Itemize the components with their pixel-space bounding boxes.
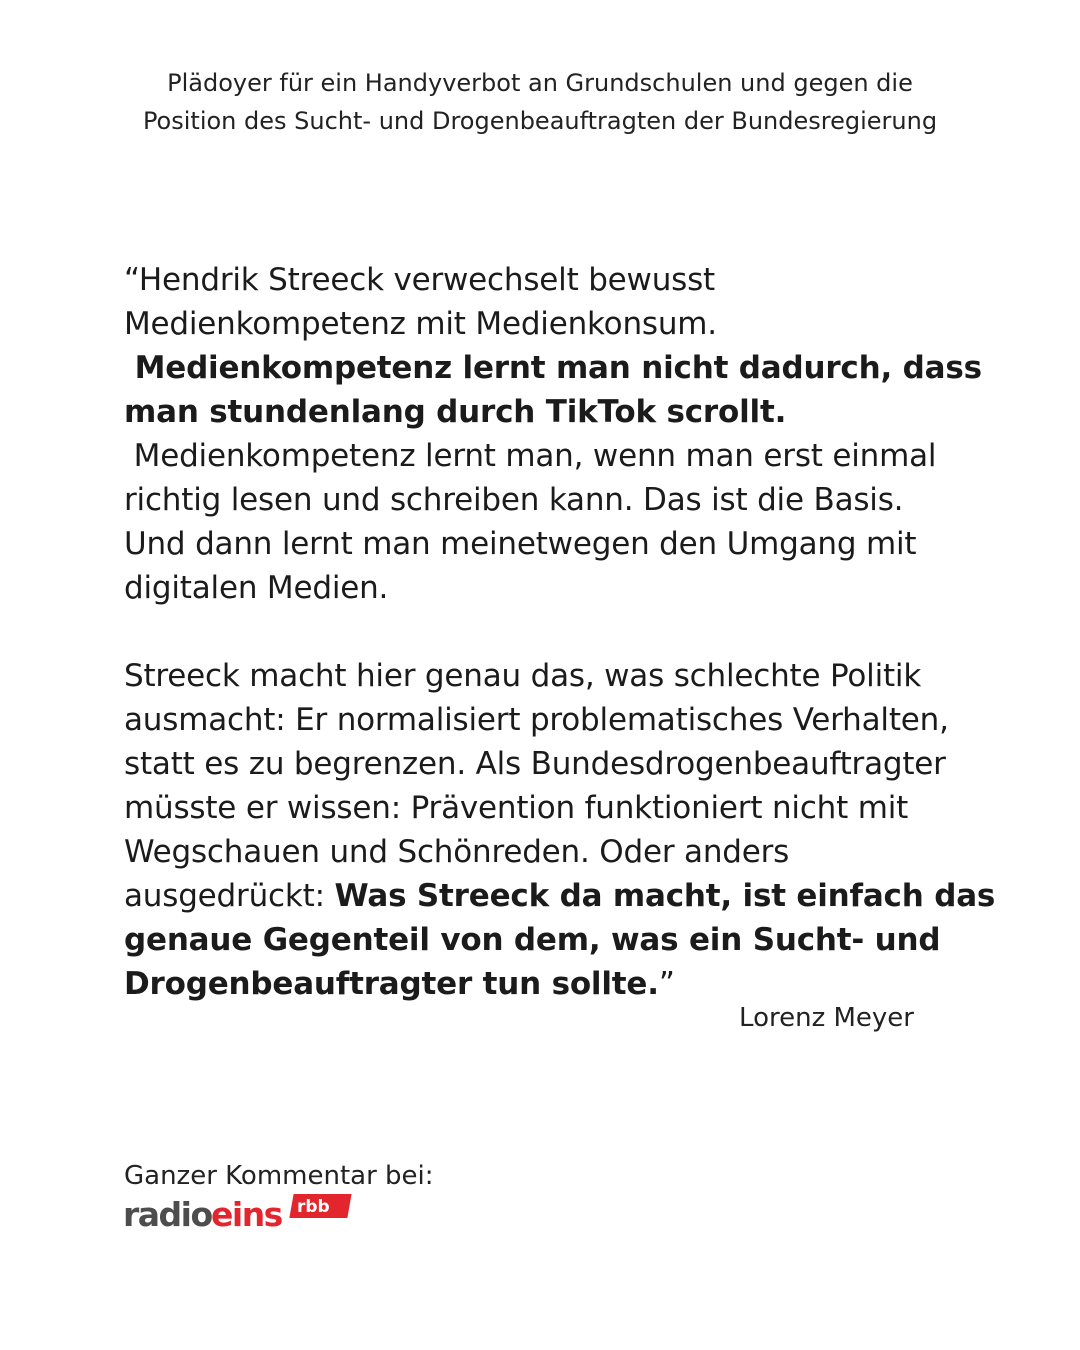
quote-line: müsste er wissen: Prävention funktioniert nicht mit: [124, 790, 909, 826]
headline-line-2: Position des Sucht- und Drogenbeauftragten der Bundesregierung: [142, 107, 938, 135]
quote-segment: ausgedrückt:: [124, 878, 335, 914]
logo-rbb-text: rbb: [297, 1197, 330, 1217]
quote-line: digitalen Medien.: [124, 570, 389, 606]
headline: [100, 64, 980, 140]
quote-line: Streeck macht hier genau das, was schlechte Politik: [124, 658, 922, 694]
closing-quote-mark: ”: [658, 966, 675, 1002]
quote-line: Medienkompetenz lernt man, wenn man erst einmal: [124, 438, 937, 474]
logo-radio-text: radio: [123, 1195, 212, 1234]
radioeins-logo[interactable]: [123, 1186, 363, 1236]
quote-bold-line: genaue Gegenteil von dem, was ein Sucht- und: [124, 922, 941, 958]
quote-bold-line: man stundenlang durch TikTok scrollt.: [124, 394, 787, 430]
quote-line: ausmacht: Er normalisiert problematisches Verhalten,: [124, 702, 949, 738]
quote-line: richtig lesen und schreiben kann. Das ist die Basis.: [124, 482, 904, 518]
quote-line: statt es zu begrenzen. Als Bundesdrogenbeauftragter: [124, 746, 946, 782]
quote-line: Und dann lernt man meinetwegen den Umgang mit: [124, 526, 917, 562]
quote-line: “Hendrik Streeck verwechselt bewusst: [124, 262, 716, 298]
quote-line: Wegschauen und Schönreden. Oder anders: [124, 834, 790, 870]
headline-line-1: Plädoyer für ein Handyverbot an Grundschulen und gegen die: [167, 69, 913, 97]
logo-eins-text: eins: [211, 1195, 282, 1234]
quote-block: [124, 258, 996, 1006]
quote-line: Medienkompetenz mit Medienkonsum.: [124, 306, 717, 342]
author-name: Lorenz Meyer: [739, 1003, 914, 1033]
quote-bold-line: Medienkompetenz lernt man nicht dadurch, dass: [124, 350, 982, 386]
quote-bold-segment: Was Streeck da macht, ist einfach das: [334, 878, 996, 914]
source-label: Ganzer Kommentar bei:: [124, 1161, 434, 1191]
paragraph-gap: [124, 610, 984, 654]
quote-bold-line: Drogenbeauftragter tun sollte.: [124, 966, 659, 1002]
